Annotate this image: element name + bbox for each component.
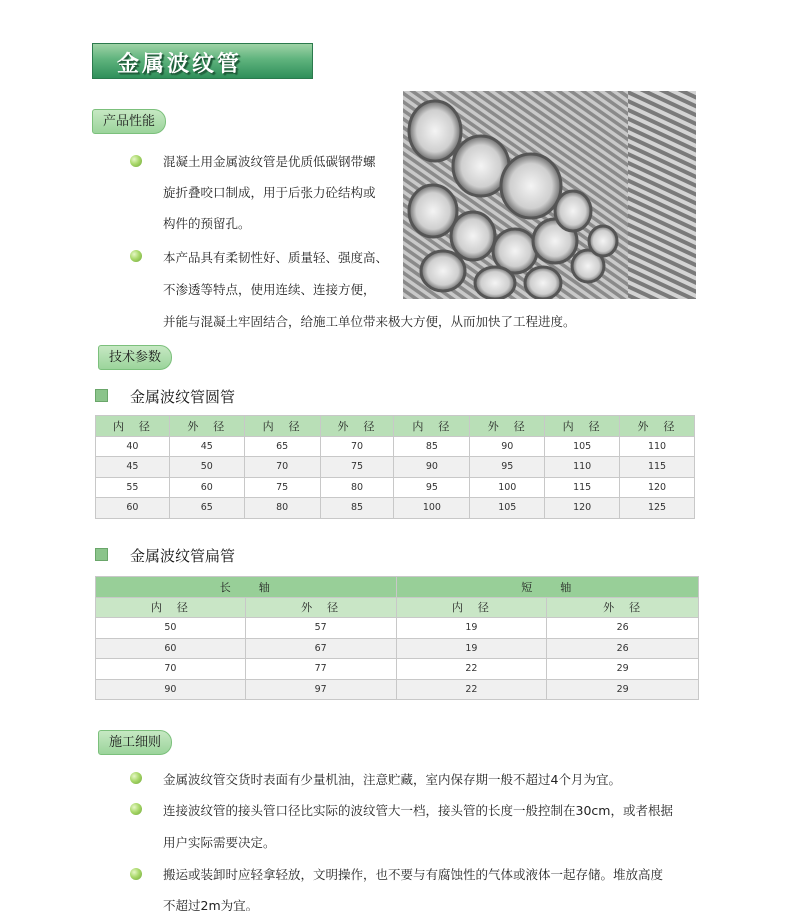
performance-item2-line3: 并能与混凝土牢固结合，给施工单位带来极大方便，从而加快了工程进度。 bbox=[163, 314, 576, 329]
table-cell: 50 bbox=[169, 457, 244, 478]
table-cell: 19 bbox=[396, 618, 547, 639]
table-row bbox=[96, 679, 699, 700]
table-cell: 67 bbox=[245, 638, 396, 659]
performance-item1-line1: 混凝土用金属波纹管是优质低碳钢带螺 bbox=[163, 154, 376, 169]
table-header-cell: 外 径 bbox=[470, 416, 545, 437]
construction-item2-line2: 用户实际需要决定。 bbox=[163, 835, 276, 850]
performance-item1-line3: 构件的预留孔。 bbox=[163, 216, 251, 231]
table-group-header-cell: 长 轴 bbox=[96, 577, 397, 598]
table-cell: 70 bbox=[320, 436, 394, 457]
table-cell: 110 bbox=[545, 457, 620, 478]
construction-item1-line1: 金属波纹管交货时表面有少量机油，注意贮藏，室内保存期一般不超过4个月为宜。 bbox=[163, 772, 621, 787]
table-cell: 50 bbox=[96, 618, 246, 639]
table-header-cell: 内 径 bbox=[394, 416, 470, 437]
table-cell: 26 bbox=[547, 638, 699, 659]
table-row bbox=[96, 638, 699, 659]
table-cell: 110 bbox=[620, 436, 695, 457]
table-group-header-row bbox=[96, 577, 699, 598]
table-cell: 95 bbox=[394, 477, 470, 498]
section-tag-construction: 施工细则 bbox=[98, 730, 172, 755]
table-cell: 57 bbox=[245, 618, 396, 639]
table-row bbox=[96, 618, 699, 639]
table-cell: 85 bbox=[320, 498, 394, 519]
table-cell: 97 bbox=[245, 679, 396, 700]
table-row bbox=[96, 498, 695, 519]
bullet-icon bbox=[130, 772, 142, 784]
table-cell: 95 bbox=[470, 457, 545, 478]
bullet-icon bbox=[130, 155, 142, 167]
table-cell: 90 bbox=[394, 457, 470, 478]
table-row bbox=[96, 659, 699, 680]
construction-item3-line1: 搬运或装卸时应轻拿轻放，文明操作，也不要与有腐蚀性的气体或液体一起存储。堆放高度 bbox=[163, 867, 664, 882]
table-cell: 70 bbox=[244, 457, 320, 478]
performance-item1-line2: 旋折叠咬口制成，用于后张力砼结构或 bbox=[163, 185, 376, 200]
table-cell: 22 bbox=[396, 679, 547, 700]
table-cell: 77 bbox=[245, 659, 396, 680]
table-cell: 19 bbox=[396, 638, 547, 659]
table-row bbox=[96, 477, 695, 498]
table-cell: 29 bbox=[547, 659, 699, 680]
table-cell: 65 bbox=[169, 498, 244, 519]
table-cell: 75 bbox=[244, 477, 320, 498]
performance-item2-line1: 本产品具有柔韧性好、质量轻、强度高、 bbox=[163, 250, 389, 265]
table-group-header-cell: 短 轴 bbox=[396, 577, 699, 598]
round-pipe-table bbox=[95, 415, 695, 519]
table-header-cell: 内 径 bbox=[96, 597, 246, 618]
performance-item2-line2: 不渗透等特点，使用连续、连接方便， bbox=[163, 282, 376, 297]
table-cell: 120 bbox=[545, 498, 620, 519]
square-bullet-icon bbox=[95, 548, 108, 561]
table-cell: 60 bbox=[96, 638, 246, 659]
table-cell: 105 bbox=[470, 498, 545, 519]
table-cell: 60 bbox=[169, 477, 244, 498]
table-row bbox=[96, 457, 695, 478]
product-photo bbox=[403, 91, 696, 299]
table-cell: 70 bbox=[96, 659, 246, 680]
table-header-row bbox=[96, 597, 699, 618]
table-header-cell: 内 径 bbox=[244, 416, 320, 437]
table-cell: 65 bbox=[244, 436, 320, 457]
table-cell: 105 bbox=[545, 436, 620, 457]
table-header-cell: 外 径 bbox=[620, 416, 695, 437]
bullet-icon bbox=[130, 803, 142, 815]
table-cell: 100 bbox=[394, 498, 470, 519]
table-cell: 90 bbox=[96, 679, 246, 700]
bullet-icon bbox=[130, 250, 142, 262]
round-pipe-heading: 金属波纹管圆管 bbox=[130, 388, 236, 406]
construction-item3-line2: 不超过2m为宜。 bbox=[163, 898, 259, 911]
table-cell: 55 bbox=[96, 477, 170, 498]
table-cell: 90 bbox=[470, 436, 545, 457]
table-cell: 45 bbox=[96, 457, 170, 478]
table-cell: 115 bbox=[545, 477, 620, 498]
flat-pipe-heading: 金属波纹管扁管 bbox=[130, 547, 236, 565]
table-cell: 45 bbox=[169, 436, 244, 457]
table-cell: 120 bbox=[620, 477, 695, 498]
square-bullet-icon bbox=[95, 389, 108, 402]
table-row bbox=[96, 436, 695, 457]
table-header-cell: 内 径 bbox=[396, 597, 547, 618]
table-cell: 40 bbox=[96, 436, 170, 457]
table-cell: 125 bbox=[620, 498, 695, 519]
table-cell: 60 bbox=[96, 498, 170, 519]
bullet-icon bbox=[130, 868, 142, 880]
table-cell: 75 bbox=[320, 457, 394, 478]
table-header-cell: 外 径 bbox=[245, 597, 396, 618]
page-title: 金属波纹管 bbox=[117, 51, 243, 77]
table-header-cell: 内 径 bbox=[545, 416, 620, 437]
section-tag-parameters: 技术参数 bbox=[98, 345, 172, 370]
table-cell: 100 bbox=[470, 477, 545, 498]
section-tag-performance: 产品性能 bbox=[92, 109, 166, 134]
table-header-cell: 内 径 bbox=[96, 416, 170, 437]
table-cell: 115 bbox=[620, 457, 695, 478]
table-header-row bbox=[96, 416, 695, 437]
table-cell: 85 bbox=[394, 436, 470, 457]
table-header-cell: 外 径 bbox=[169, 416, 244, 437]
table-cell: 80 bbox=[320, 477, 394, 498]
flat-pipe-table bbox=[95, 576, 699, 700]
table-header-cell: 外 径 bbox=[547, 597, 699, 618]
table-cell: 26 bbox=[547, 618, 699, 639]
construction-item2-line1: 连接波纹管的接头管口径比实际的波纹管大一档，接头管的长度一般控制在30cm，或者根据 bbox=[163, 803, 673, 818]
table-header-cell: 外 径 bbox=[320, 416, 394, 437]
page-title-banner bbox=[92, 43, 313, 79]
table-cell: 29 bbox=[547, 679, 699, 700]
table-cell: 80 bbox=[244, 498, 320, 519]
table-cell: 22 bbox=[396, 659, 547, 680]
